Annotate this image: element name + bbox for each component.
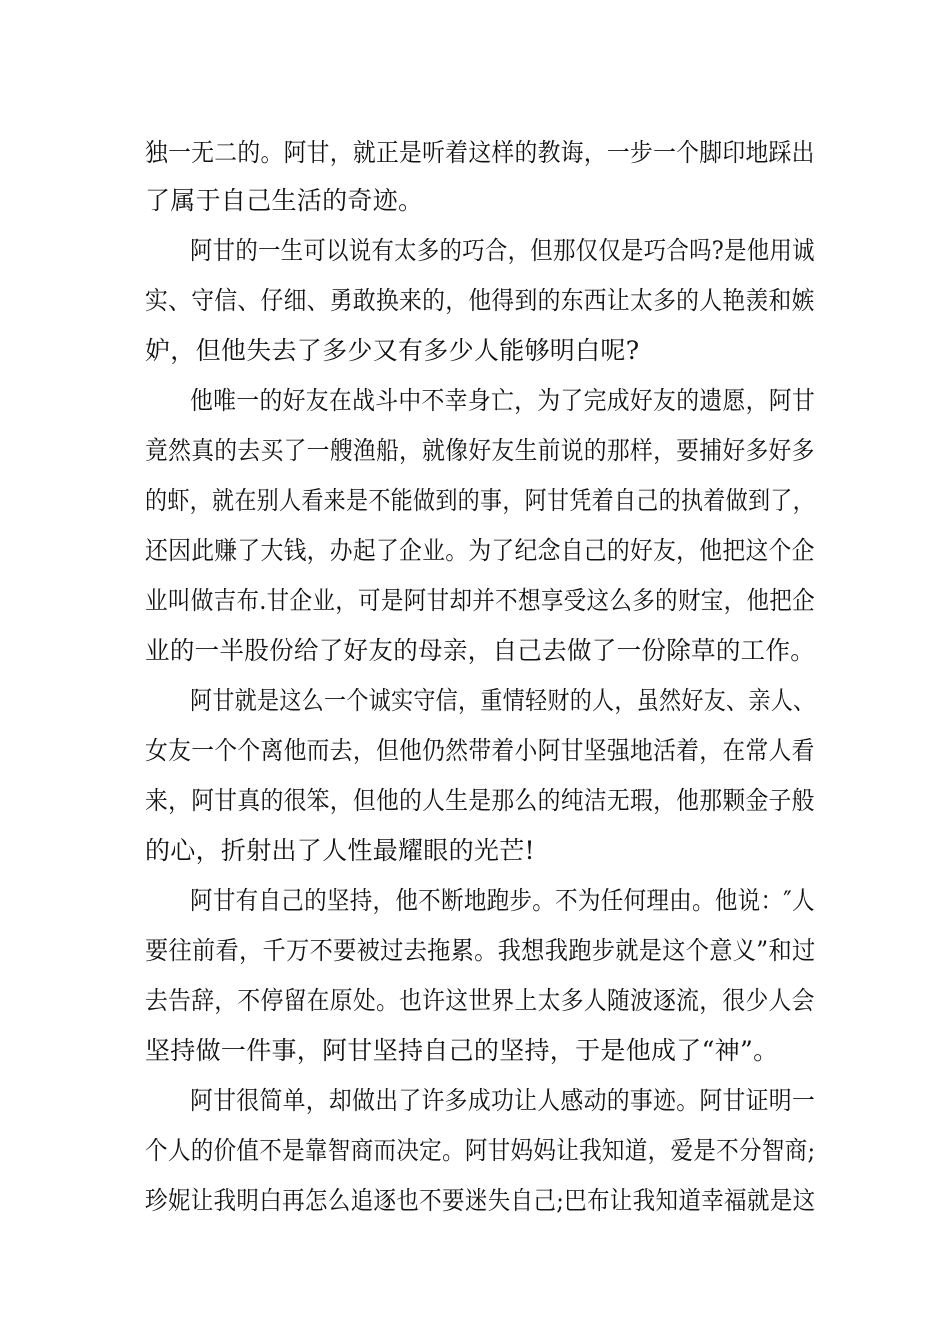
text-line: 妒，但他失去了多少又有多少人能够明白呢? — [145, 336, 640, 365]
text-line: 竟然真的去买了一艘渔船，就像好友生前说的那样，要捕好多好多 — [145, 436, 815, 465]
paragraph-start-line: 他唯一的好友在战斗中不幸身亡，为了完成好友的遗愿，阿甘 — [190, 386, 816, 415]
text-line: 的心，折射出了人性最耀眼的光芒! — [145, 836, 535, 865]
text-line: 实、守信、仔细、勇敢换来的，他得到的东西让太多的人艳羡和嫉 — [145, 286, 815, 315]
text-line: 独一无二的。阿甘，就正是听着这样的教诲，一步一个脚印地踩出 — [145, 138, 815, 167]
text-line: 坚持做一件事，阿甘坚持自己的坚持，于是他成了“神”。 — [145, 1036, 779, 1065]
paragraph-start-line: 阿甘的一生可以说有太多的巧合，但那仅仅是巧合吗?是他用诚 — [190, 236, 815, 265]
text-line: 女友一个个离他而去，但他仍然带着小阿甘坚强地活着，在常人看 — [145, 736, 815, 765]
paragraph-start-line: 阿甘很简单，却做出了许多成功让人感动的事迹。阿甘证明一 — [190, 1086, 816, 1115]
text-line: 去告辞，不停留在原处。也许这世界上太多人随波逐流，很少人会 — [145, 986, 815, 1015]
text-line: 要往前看，千万不要被过去拖累。我想我跑步就是这个意义”和过 — [145, 936, 816, 965]
text-line: 个人的价值不是靠智商而决定。阿甘妈妈让我知道，爱是不分智商; — [145, 1136, 816, 1165]
text-line: 还因此赚了大钱，办起了企业。为了纪念自己的好友，他把这个企 — [145, 536, 815, 565]
paragraph-start-line: 阿甘有自己的坚持，他不断地跑步。不为任何理由。他说：″人 — [190, 886, 815, 915]
text-line: 业叫做吉布.甘企业，可是阿甘却并不想享受这么多的财宝，他把企 — [145, 586, 815, 615]
text-line: 了属于自己生活的奇迹。 — [145, 186, 424, 215]
text-line: 珍妮让我明白再怎么追逐也不要迷失自己;巴布让我知道幸福就是这 — [145, 1186, 816, 1215]
text-line: 业的一半股份给了好友的母亲，自己去做了一份除草的工作。 — [145, 636, 816, 665]
paragraph-start-line: 阿甘就是这么一个诚实守信，重情轻财的人，虽然好友、亲人、 — [190, 686, 816, 715]
text-line: 来，阿甘真的很笨，但他的人生是那么的纯洁无瑕，他那颗金子般 — [145, 786, 815, 815]
text-line: 的虾，就在别人看来是不能做到的事，阿甘凭着自己的执着做到了， — [145, 486, 815, 515]
